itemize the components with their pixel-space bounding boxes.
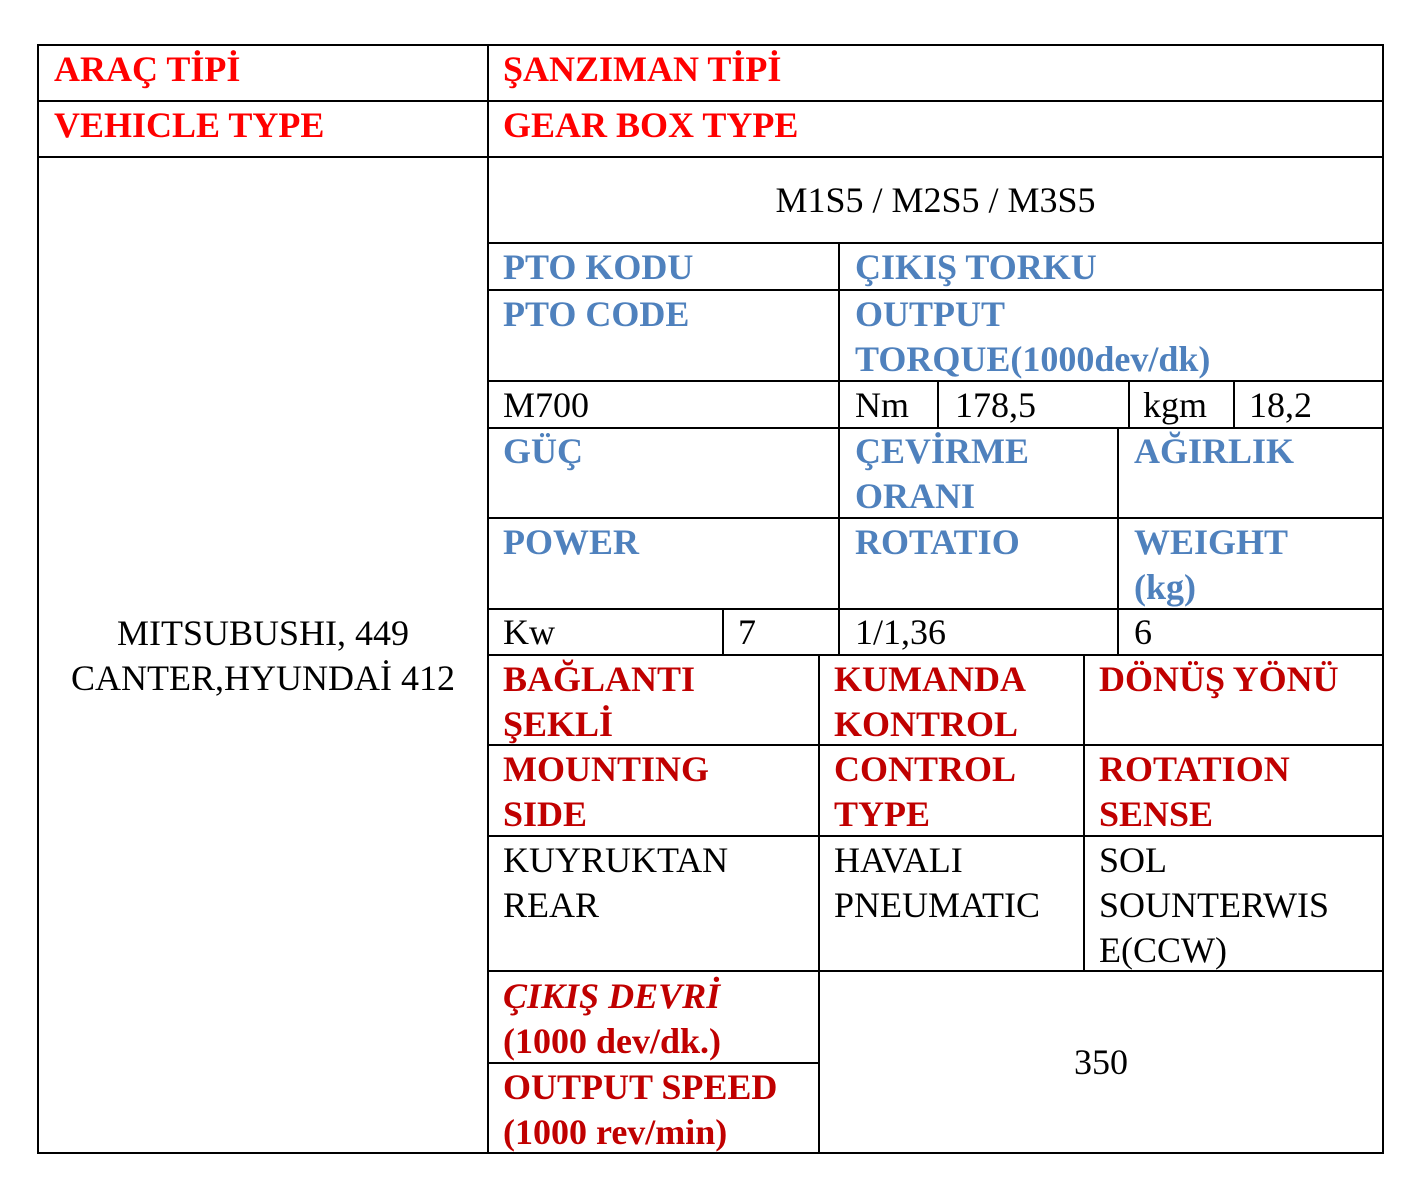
mounting-label-tr: BAĞLANTI xyxy=(503,659,696,699)
mounting-label-tr: ŞEKLİ xyxy=(503,704,614,744)
row-divider xyxy=(487,242,1384,244)
table-border-top xyxy=(37,44,1384,46)
output-speed-label-tr: (1000 dev/dk.) xyxy=(503,1021,722,1061)
table-border-left xyxy=(37,44,39,1154)
column-divider xyxy=(1083,654,1085,972)
pto-code-label-tr: PTO KODU xyxy=(503,247,694,287)
control-value: HAVALI xyxy=(834,840,963,880)
pto-code-label-en: PTO CODE xyxy=(503,294,690,334)
gearbox-type-label-tr: ŞANZIMAN TİPİ xyxy=(503,49,782,89)
torque-unit-kgm: kgm xyxy=(1143,385,1208,425)
power-label-tr: GÜÇ xyxy=(503,431,583,471)
control-label-tr: KONTROL xyxy=(834,704,1019,744)
torque-value-kgm: 18,2 xyxy=(1249,385,1312,425)
vehicle-type-label-tr: ARAÇ TİPİ xyxy=(54,49,241,89)
ratio-label-tr: ÇEVİRME xyxy=(855,431,1030,471)
mounting-label-en: MOUNTING xyxy=(503,749,709,789)
row-divider xyxy=(37,156,1384,158)
output-torque-label-en: TORQUE(1000dev/dk) xyxy=(855,339,1211,379)
row-divider xyxy=(37,100,1384,102)
power-label-en: POWER xyxy=(503,522,640,562)
torque-value-nm: 178,5 xyxy=(955,385,1036,425)
column-divider xyxy=(937,380,939,429)
gearbox-type-label-en: GEAR BOX TYPE xyxy=(503,105,799,145)
mounting-value: KUYRUKTAN xyxy=(503,840,729,880)
vehicle-model-line-2: CANTER,HYUNDAİ 412 xyxy=(71,658,455,698)
output-speed-label-en: (1000 rev/min) xyxy=(503,1112,728,1152)
rotation-label-en: ROTATION xyxy=(1099,749,1290,789)
torque-unit-nm: Nm xyxy=(855,385,909,425)
control-label-en: CONTROL xyxy=(834,749,1017,789)
vehicle-type-label-en: VEHICLE TYPE xyxy=(54,105,325,145)
output-torque-label-tr: ÇIKIŞ TORKU xyxy=(855,247,1097,287)
output-speed-value: 350 xyxy=(1074,1042,1128,1082)
rotation-label-tr: DÖNÜŞ YÖNÜ xyxy=(1099,659,1339,699)
table-border-right xyxy=(1382,44,1384,1154)
output-torque-label-en: OUTPUT xyxy=(855,294,1006,334)
weight-label-en: WEIGHT xyxy=(1134,522,1289,562)
rotation-value: SOL xyxy=(1099,840,1168,880)
row-divider xyxy=(487,835,1384,837)
weight-label-en: (kg) xyxy=(1134,567,1196,607)
output-speed-label-en: OUTPUT SPEED xyxy=(503,1067,778,1107)
gearbox-models: M1S5 / M2S5 / M3S5 xyxy=(775,180,1096,220)
column-divider xyxy=(1233,380,1235,429)
rotation-value: E(CCW) xyxy=(1099,930,1227,970)
column-divider xyxy=(838,242,840,656)
power-value: 7 xyxy=(738,612,756,652)
mounting-label-en: SIDE xyxy=(503,794,588,834)
vehicle-model-line-1: MITSUBUSHI, 449 xyxy=(116,613,410,653)
ratio-label-tr: ORANI xyxy=(855,476,976,516)
mounting-value: REAR xyxy=(503,885,600,925)
control-label-tr: KUMANDA xyxy=(834,659,1026,699)
column-divider xyxy=(1117,427,1119,656)
weight-label-tr: AĞIRLIK xyxy=(1134,431,1295,471)
output-speed-label-tr: ÇIKIŞ DEVRİ xyxy=(503,976,721,1016)
pto-code-value: M700 xyxy=(503,385,590,425)
ratio-label-en: ROTATIO xyxy=(855,522,1020,562)
column-divider xyxy=(722,608,724,656)
column-divider xyxy=(1128,380,1130,429)
ratio-value: 1/1,36 xyxy=(855,612,947,652)
power-unit: Kw xyxy=(503,612,555,652)
control-label-en: TYPE xyxy=(834,794,931,834)
control-value: PNEUMATIC xyxy=(834,885,1041,925)
rotation-label-en: SENSE xyxy=(1099,794,1214,834)
row-divider xyxy=(487,970,1384,972)
rotation-value: SOUNTERWIS xyxy=(1099,885,1330,925)
weight-value: 6 xyxy=(1134,612,1152,652)
